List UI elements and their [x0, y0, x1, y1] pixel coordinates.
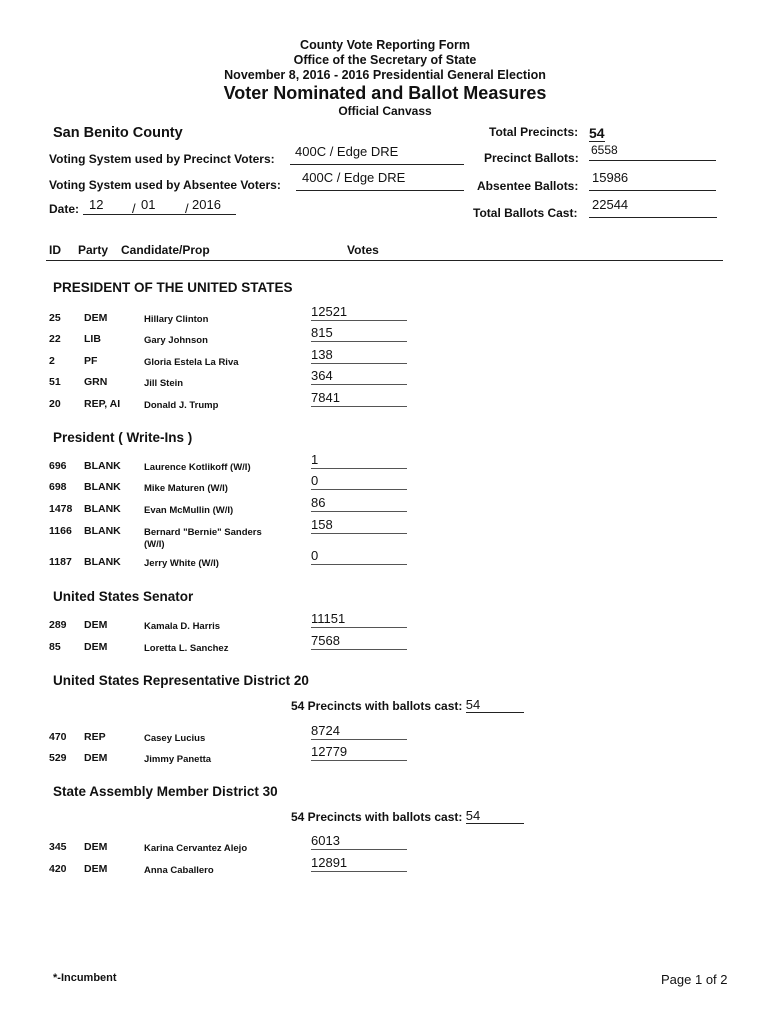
- candidate-votes: 86: [311, 495, 407, 512]
- candidate-party: BLANK: [84, 481, 121, 493]
- candidate-party: PF: [84, 355, 98, 367]
- total-cast-value: 22544: [592, 197, 629, 212]
- section-title-president-write-ins: President ( Write-Ins ): [53, 430, 193, 445]
- absentee-system-value: 400C / Edge DRE: [302, 170, 406, 185]
- candidate-votes: 7568: [311, 633, 407, 650]
- candidate-id: 25: [49, 312, 61, 324]
- candidate-name: Hillary Clinton: [144, 314, 209, 325]
- candidate-id: 1166: [49, 525, 72, 537]
- candidate-votes: 12891: [311, 855, 407, 872]
- absentee-ballots-field: [589, 172, 716, 191]
- candidate-id: 2: [49, 355, 55, 367]
- candidate-name: Karina Cervantez Alejo: [144, 843, 248, 854]
- candidate-party: GRN: [84, 376, 108, 388]
- section-title-state-assembly-district-30: State Assembly Member District 30: [53, 784, 278, 799]
- absentee-ballots-label: Absentee Ballots:: [477, 179, 579, 193]
- precinct-system-label: Voting System used by Precinct Voters:: [49, 152, 275, 166]
- election-title: November 8, 2016 - 2016 Presidential General Election: [224, 68, 546, 82]
- candidate-votes: 138: [311, 347, 407, 364]
- header-divider: [46, 260, 723, 261]
- date-label: Date:: [49, 202, 80, 216]
- incumbent-note: *-Incumbent: [53, 972, 117, 984]
- candidate-party: REP, AI: [84, 398, 121, 410]
- date-separator-2: /: [185, 201, 189, 216]
- section-title-us-senator: United States Senator: [53, 589, 194, 604]
- candidate-name: Donald J. Trump: [144, 400, 219, 411]
- total-precincts-value: 54: [589, 125, 605, 141]
- candidate-votes: 8724: [311, 723, 407, 740]
- candidate-party: LIB: [84, 333, 101, 345]
- candidate-votes: 11151: [311, 611, 407, 628]
- total-cast-label: Total Ballots Cast:: [473, 206, 578, 220]
- column-header-votes: Votes: [347, 243, 379, 257]
- candidate-name: Mike Maturen (W/I): [144, 483, 228, 494]
- candidate-party: BLANK: [84, 460, 121, 472]
- precinct-ballots-field: [589, 144, 716, 161]
- candidate-id: 289: [49, 619, 67, 631]
- candidate-votes: 1: [311, 452, 407, 469]
- candidate-name: Kamala D. Harris: [144, 621, 221, 632]
- precinct-ballots-value: 6558: [591, 143, 618, 157]
- precinct-system-field: [290, 146, 464, 165]
- candidate-name: Jerry White (W/I): [144, 558, 219, 569]
- candidate-party: DEM: [84, 619, 108, 631]
- page-title: Voter Nominated and Ballot Measures: [223, 83, 547, 103]
- candidate-id: 345: [49, 841, 67, 853]
- precincts-cast-line: [291, 808, 524, 824]
- absentee-system-label: Voting System used by Absentee Voters:: [49, 178, 281, 192]
- candidate-id: 696: [49, 460, 67, 472]
- candidate-id: 20: [49, 398, 61, 410]
- candidate-party: DEM: [84, 863, 108, 875]
- precincts-cast-value: 54: [466, 808, 524, 824]
- county-name: San Benito County: [53, 125, 183, 141]
- candidate-id: 1478: [49, 503, 73, 515]
- candidate-party: BLANK: [84, 525, 121, 537]
- table-row: [0, 855, 770, 887]
- candidate-votes: 7841: [311, 390, 407, 407]
- candidate-id: 1187: [49, 556, 72, 568]
- column-header-candidate: Candidate/Prop: [121, 243, 210, 257]
- candidate-name: Anna Caballero: [144, 865, 214, 876]
- candidate-name: Loretta L. Sanchez: [144, 643, 229, 654]
- candidate-id: 85: [49, 641, 61, 653]
- candidate-name: Jill Stein: [144, 378, 184, 389]
- table-row: [0, 633, 770, 665]
- page-subtitle: Official Canvass: [338, 104, 432, 118]
- table-row: [0, 548, 770, 580]
- table-row: [0, 390, 770, 422]
- candidate-name: Gary Johnson: [144, 335, 208, 346]
- candidate-id: 22: [49, 333, 61, 345]
- date-separator-1: /: [132, 201, 136, 216]
- section-title-us-rep-district-20: United States Representative District 20: [53, 673, 309, 688]
- candidate-party: DEM: [84, 841, 108, 853]
- candidate-name: Laurence Kotlikoff (W/I): [144, 462, 251, 473]
- candidate-votes: 158: [311, 517, 407, 534]
- precinct-system-value: 400C / Edge DRE: [295, 144, 399, 159]
- candidate-party: DEM: [84, 641, 108, 653]
- table-row: [0, 744, 770, 776]
- candidate-party: BLANK: [84, 503, 121, 515]
- precincts-cast-line: [291, 697, 524, 713]
- candidate-name: Bernard "Bernie" Sanders (W/I): [144, 527, 262, 550]
- candidate-id: 529: [49, 752, 67, 764]
- precincts-cast-label: 54 Precincts with ballots cast:: [291, 699, 463, 713]
- precinct-ballots-label: Precinct Ballots:: [484, 151, 579, 165]
- candidate-id: 51: [49, 376, 61, 388]
- table-row: [0, 517, 770, 550]
- precincts-cast-value: 54: [466, 697, 524, 713]
- section-title-president: PRESIDENT OF THE UNITED STATES: [53, 280, 293, 295]
- candidate-votes: 364: [311, 368, 407, 385]
- column-header-party: Party: [78, 243, 109, 257]
- candidate-id: 470: [49, 731, 67, 743]
- candidate-id: 420: [49, 863, 67, 875]
- date-month: 12: [89, 197, 104, 212]
- candidate-votes: 6013: [311, 833, 407, 850]
- candidate-votes: 0: [311, 473, 407, 490]
- date-year: 2016: [192, 197, 221, 212]
- form-title-line-1: County Vote Reporting Form: [300, 38, 470, 52]
- absentee-system-field: [296, 172, 464, 191]
- candidate-name: Casey Lucius: [144, 733, 206, 744]
- candidate-name: Jimmy Panetta: [144, 754, 212, 765]
- total-cast-field: [589, 199, 717, 218]
- precincts-cast-label: 54 Precincts with ballots cast:: [291, 810, 463, 824]
- form-title-line-2: Office of the Secretary of State: [293, 53, 477, 67]
- candidate-votes: 0: [311, 548, 407, 565]
- candidate-votes: 12779: [311, 744, 407, 761]
- column-header-id: ID: [49, 243, 61, 257]
- page-number: Page 1 of 2: [661, 972, 728, 987]
- absentee-ballots-value: 15986: [592, 170, 629, 185]
- candidate-party: DEM: [84, 312, 108, 324]
- candidate-id: 698: [49, 481, 67, 493]
- candidate-votes: 815: [311, 325, 407, 342]
- candidate-party: DEM: [84, 752, 108, 764]
- total-precincts-label: Total Precincts:: [489, 125, 579, 139]
- candidate-party: REP: [84, 731, 106, 743]
- candidate-name: Evan McMullin (W/I): [144, 505, 234, 516]
- date-day: 01: [141, 197, 156, 212]
- candidate-party: BLANK: [84, 556, 121, 568]
- candidate-name: Gloria Estela La Riva: [144, 357, 239, 368]
- candidate-votes: 12521: [311, 304, 407, 321]
